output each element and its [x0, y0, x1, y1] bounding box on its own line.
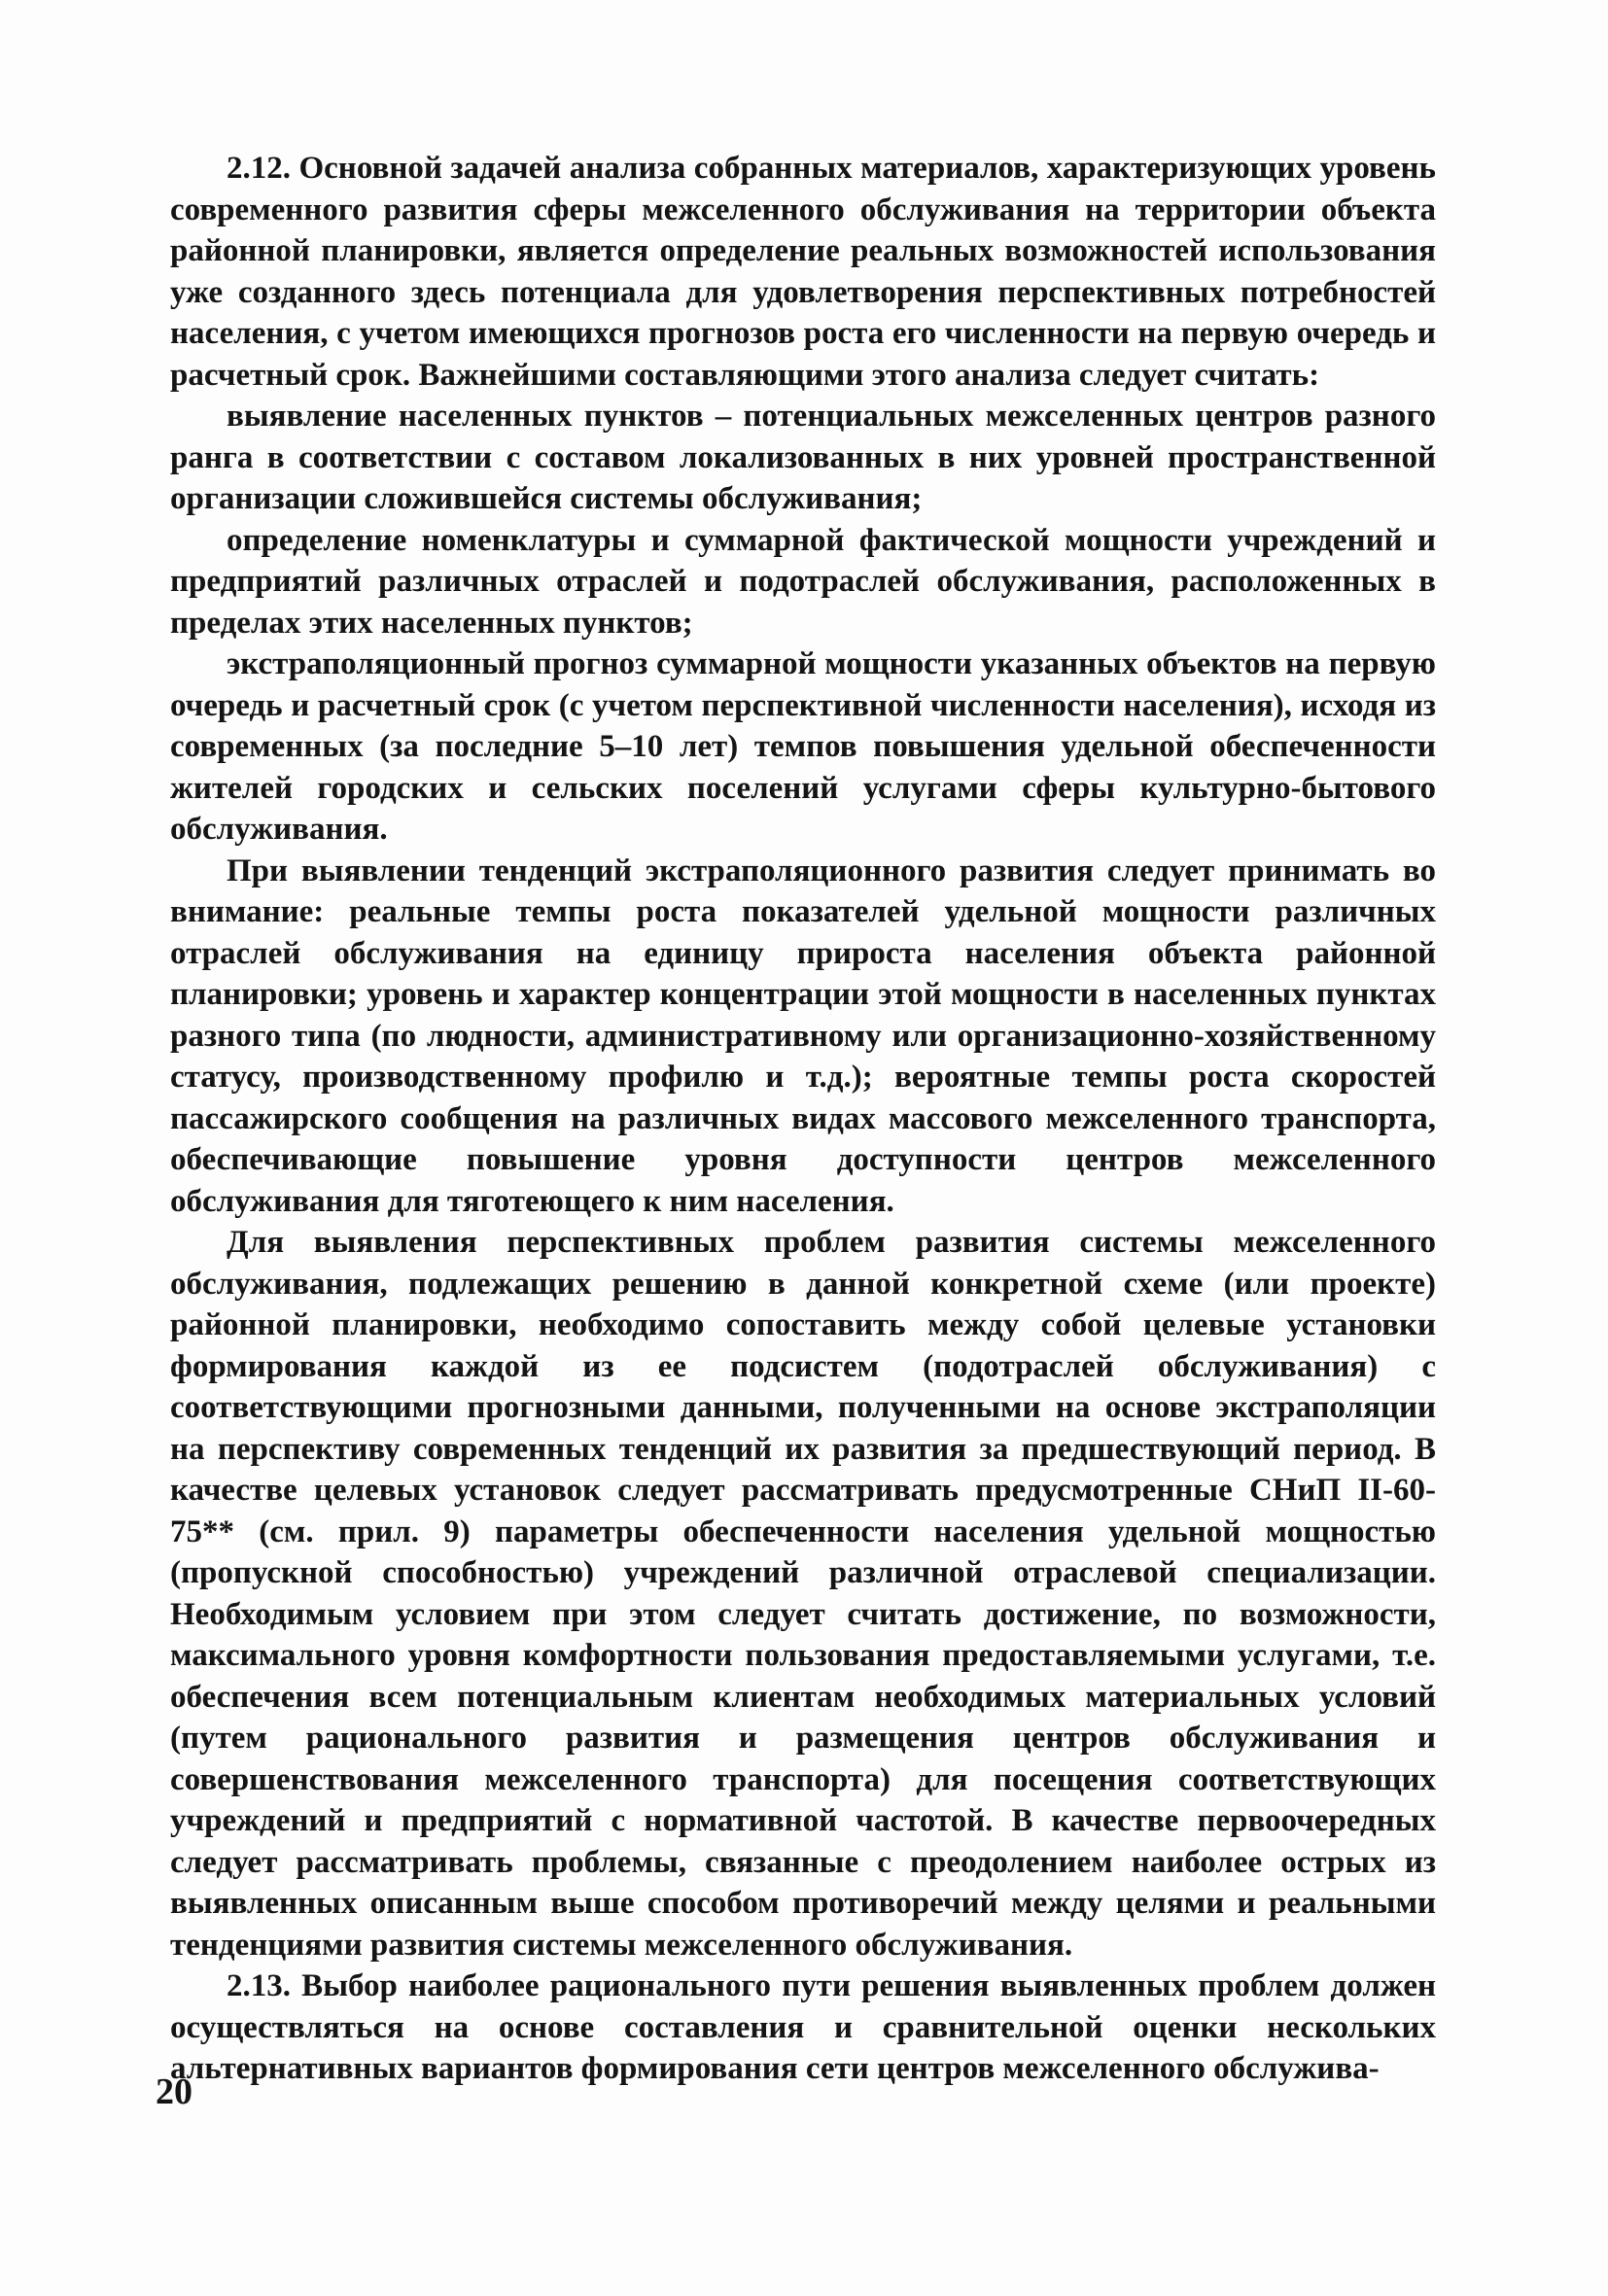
- paragraph-list-item-1: [170, 396, 1436, 520]
- section-number: 2.13.: [227, 1968, 291, 2003]
- paragraph-2-12: [170, 148, 1436, 396]
- paragraph-list-item-3: [170, 644, 1436, 851]
- paragraph-text: При выявлении тенденций экстраполяционного развития следует принимать во внимание: реальные темпы роста показателей удельной мощности различных отраслей обслуживания на единицу прироста населения объекта районной планировки; уровень и характер концентрации этой мощности в населенных пунктах разного типа (по людности, административному или организационно-хозяйственному статусу, производственному профилю и т.д.); вероятные темпы роста скоростей пассажирского сообщения на различных видах массового межселенного транспорта, обеспечивающие повышение уровня доступности центров межселенного обслуживания для тяготеющего к ним населения.: [170, 852, 1436, 1219]
- paragraph-2-13: [170, 1966, 1436, 2090]
- paragraph-text: Для выявления перспективных проблем развития системы межселенного обслуживания, подлежащих решению в данной конкретной схеме (или проекте) районной планировки, необходимо сопоставить между собой целевые установки формирования каждой из ее подсистем (подотраслей обслуживания) с соответствующими прогнозными данными, полученными на основе экстраполяции на перспективу современных тенденций их развития за предшествующий период. В качестве целевых установок следует рассматривать предусмотренные СНиП II-60-75** (см. прил. 9) параметры обеспеченности населения удельной мощностью (пропускной способностью) учреждений различной отраслевой специализации. Необходимым условием при этом следует считать достижение, по возможности, максимального уровня комфортности пользования предоставляемыми услугами, т.е. обеспечения всем потенциальным клиентам необходимых материальных условий (путем рационального развития и размещения центров обслуживания и совершенствования межселенного транспорта) для посещения соответствующих учреждений и предприятий с нормативной частотой. В качестве первоочередных следует рассматривать проблемы, связанные с преодолением наиболее острых из выявленных описанным выше способом противоречий между целями и реальными тенденциями развития системы межселенного обслуживания.: [170, 1225, 1436, 1963]
- paragraph-text: выявление населенных пунктов – потенциальных межселенных центров разного ранга в соответствии с составом локализованных в них уровней пространственной организации сложившейся системы обслуживания;: [170, 399, 1436, 516]
- paragraph-problems: [170, 1222, 1436, 1966]
- paragraph-trends: [170, 851, 1436, 1223]
- paragraph-list-item-2: [170, 520, 1436, 644]
- paragraph-text: экстраполяционный прогноз суммарной мощности указанных объектов на первую очередь и расчетный срок (с учетом перспективной численности населения), исходя из современных (за последние 5–10 лет) темпов повышения удельной обеспеченности жителей городских и сельских поселений услугами сферы культурно-бытового обслуживания.: [170, 646, 1436, 847]
- paragraph-text: Выбор наиболее рационального пути решения выявленных проблем должен осуществляться на основе составления и сравнительной оценки нескольких альтернативных вариантов формирования сети центров межселенного обслужива-: [170, 1968, 1436, 2086]
- section-number: 2.12.: [227, 151, 291, 186]
- page-number: 20: [156, 2071, 192, 2112]
- body-text: [170, 148, 1436, 2090]
- paragraph-text: определение номенклатуры и суммарной фактической мощности учреждений и предприятий различных отраслей и подотраслей обслуживания, расположенных в пределах этих населенных пунктов;: [170, 522, 1436, 641]
- paragraph-text: Основной задачей анализа собранных материалов, характеризующих уровень современного развития сферы межселенного обслуживания на территории объекта районной планировки, является определение реальных возможностей использования уже созданного здесь потенциала для удовлетворения перспективных потребностей населения, с учетом имеющихся прогнозов роста его численности на первую очередь и расчетный срок. Важнейшими составляющими этого анализа следует считать:: [170, 151, 1436, 393]
